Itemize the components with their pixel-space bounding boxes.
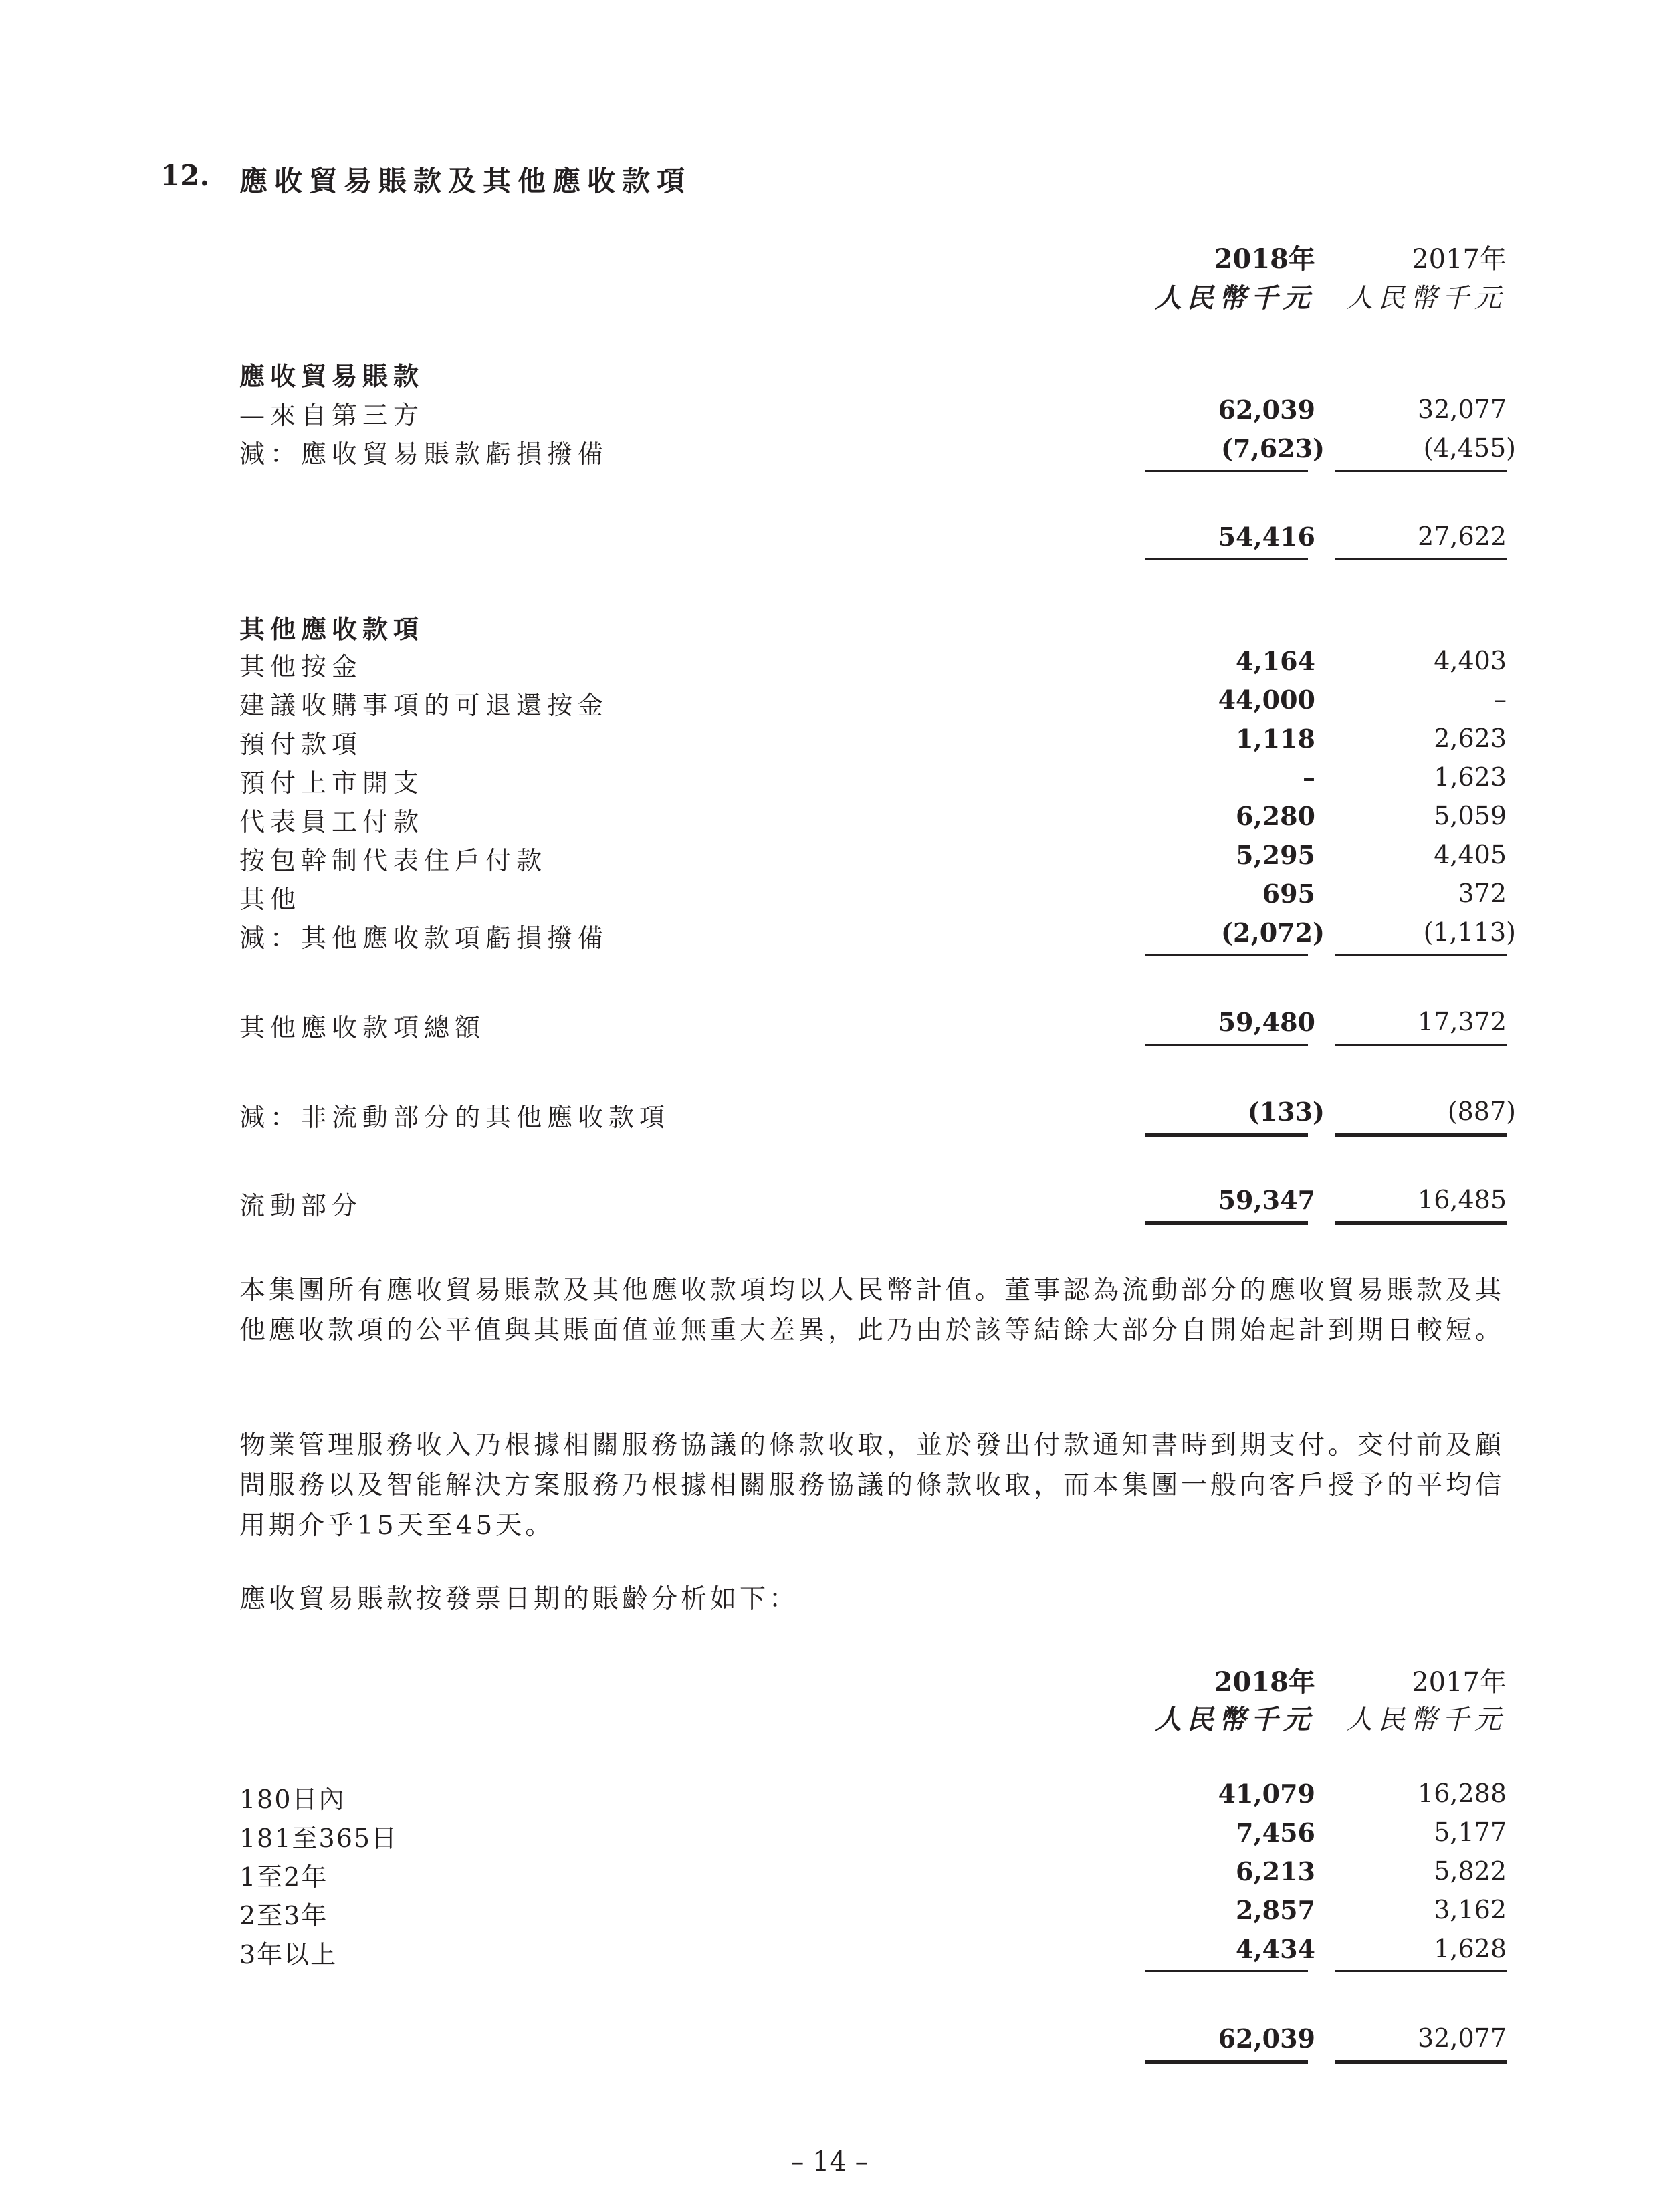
value-2018: (2,072) xyxy=(1221,917,1325,948)
col-unit-2017: 人民幣千元 xyxy=(1346,1704,1507,1735)
underline xyxy=(1145,1970,1308,1972)
total-2017: 17,372 xyxy=(1418,1007,1507,1036)
aging-total-2018: 62,039 xyxy=(1218,2023,1315,2054)
row-label: 減：其他應收款項虧損撥備 xyxy=(239,923,609,953)
double-underline xyxy=(1145,1133,1308,1137)
value-2017: 372 xyxy=(1458,879,1507,908)
value-2017: (4,455) xyxy=(1423,433,1516,463)
aging-label: 3年以上 xyxy=(239,1940,338,1969)
value-2018: 62,039 xyxy=(1218,395,1315,425)
col-unit-2018: 人民幣千元 xyxy=(1155,1704,1315,1735)
aging-2017: 1,628 xyxy=(1434,1934,1507,1963)
value-2018: 4,164 xyxy=(1236,646,1315,676)
aging-2017: 16,288 xyxy=(1418,1779,1507,1808)
value-2017: 2,623 xyxy=(1434,724,1507,753)
value-2018: – xyxy=(1303,762,1315,792)
value-2017: 1,623 xyxy=(1434,762,1507,792)
aging-label: 2至3年 xyxy=(239,1901,328,1930)
underline xyxy=(1335,470,1507,472)
value-2017: 4,403 xyxy=(1434,646,1507,675)
other-heading: 其他應收款項 xyxy=(239,614,425,644)
col-header-2017: 2017年 xyxy=(1412,1667,1507,1698)
underline xyxy=(1145,1044,1308,1046)
value-2018: 6,280 xyxy=(1236,801,1315,831)
double-underline xyxy=(1335,1133,1507,1137)
double-underline xyxy=(1335,2060,1507,2064)
row-label: 其他按金 xyxy=(239,652,363,681)
row-label: 代表員工付款 xyxy=(239,807,425,837)
subtotal-2017: 27,622 xyxy=(1418,522,1507,551)
non-current-label: 減：非流動部分的其他應收款項 xyxy=(239,1103,671,1132)
aging-2017: 5,177 xyxy=(1434,1817,1507,1847)
paragraph-1: 本集團所有應收貿易賬款及其他應收款項均以人民幣計值。董事認為流動部分的應收貿易賬款及其他應收款項的公平值與其賬面值並無重大差異，此乃由於該等結餘大部分自開始起計到期日較短。 xyxy=(239,1275,1505,1345)
col-unit-2017: 人民幣千元 xyxy=(1346,283,1507,314)
value-2017: – xyxy=(1494,685,1507,714)
aging-2018: 41,079 xyxy=(1218,1779,1315,1809)
col-header-2018: 2018年 xyxy=(1214,1666,1315,1698)
aging-label: 181至365日 xyxy=(239,1823,399,1853)
double-underline xyxy=(1335,1221,1507,1225)
value-2017: 5,059 xyxy=(1434,801,1507,831)
row-label: 建議收購事項的可退還按金 xyxy=(239,691,609,720)
value-2018: 695 xyxy=(1262,879,1315,909)
col-header-2018: 2018年 xyxy=(1214,243,1315,275)
underline xyxy=(1335,558,1507,560)
underline xyxy=(1335,1044,1507,1046)
aging-2018: 2,857 xyxy=(1236,1895,1315,1925)
subtotal-2018: 54,416 xyxy=(1218,522,1315,552)
aging-total-2017: 32,077 xyxy=(1418,2023,1507,2053)
paragraph-2: 物業管理服務收入乃根據相關服務協議的條款收取，並於發出付款通知書時到期支付。交付前及顧問服務以及智能解決方案服務乃根據相關服務協議的條款收取，而本集團一般向客戶授予的平均信用期介乎15天至45天。 xyxy=(239,1430,1505,1541)
row-label: 預付款項 xyxy=(239,730,363,759)
value-2018: (7,623) xyxy=(1221,433,1325,463)
double-underline xyxy=(1145,1221,1308,1225)
total-label: 其他應收款項總額 xyxy=(239,1013,486,1042)
current-2018: 59,347 xyxy=(1218,1185,1315,1215)
value-2017: (1,113) xyxy=(1423,917,1516,947)
value-2017: 32,077 xyxy=(1418,395,1507,424)
underline xyxy=(1145,558,1308,560)
section-number: 12. xyxy=(160,159,210,192)
col-unit-2018: 人民幣千元 xyxy=(1155,282,1315,314)
row-label: 按包幹制代表住戶付款 xyxy=(239,846,548,875)
value-2018: 44,000 xyxy=(1218,685,1315,715)
underline xyxy=(1335,954,1507,956)
trade-heading: 應收貿易賬款 xyxy=(239,361,425,391)
current-label: 流動部分 xyxy=(239,1191,363,1220)
section-title: 應收貿易賬款及其他應收款項 xyxy=(239,164,692,197)
double-underline xyxy=(1145,2060,1308,2064)
underline xyxy=(1145,470,1308,472)
paragraph-3: 應收貿易賬款按發票日期的賬齡分析如下： xyxy=(239,1584,799,1614)
aging-2018: 7,456 xyxy=(1236,1817,1315,1848)
row-label: 減：應收貿易賬款虧損撥備 xyxy=(239,439,609,469)
aging-2017: 3,162 xyxy=(1434,1895,1507,1924)
non-current-2017: (887) xyxy=(1447,1097,1516,1126)
aging-2018: 6,213 xyxy=(1236,1856,1315,1886)
non-current-2018: (133) xyxy=(1247,1097,1325,1127)
col-header-2017: 2017年 xyxy=(1412,244,1507,275)
aging-2018: 4,434 xyxy=(1236,1934,1315,1964)
total-2018: 59,480 xyxy=(1218,1007,1315,1037)
row-label: 其他 xyxy=(239,885,302,914)
page-number: – 14 – xyxy=(790,2146,869,2177)
value-2017: 4,405 xyxy=(1434,840,1507,869)
aging-2017: 5,822 xyxy=(1434,1856,1507,1886)
current-2017: 16,485 xyxy=(1418,1185,1507,1214)
row-label: 預付上市開支 xyxy=(239,768,425,798)
underline xyxy=(1145,954,1308,956)
value-2018: 1,118 xyxy=(1236,724,1315,754)
row-label: —來自第三方 xyxy=(239,401,425,430)
aging-label: 180日內 xyxy=(239,1785,346,1814)
underline xyxy=(1335,1970,1507,1972)
value-2018: 5,295 xyxy=(1236,840,1315,870)
aging-label: 1至2年 xyxy=(239,1862,328,1892)
